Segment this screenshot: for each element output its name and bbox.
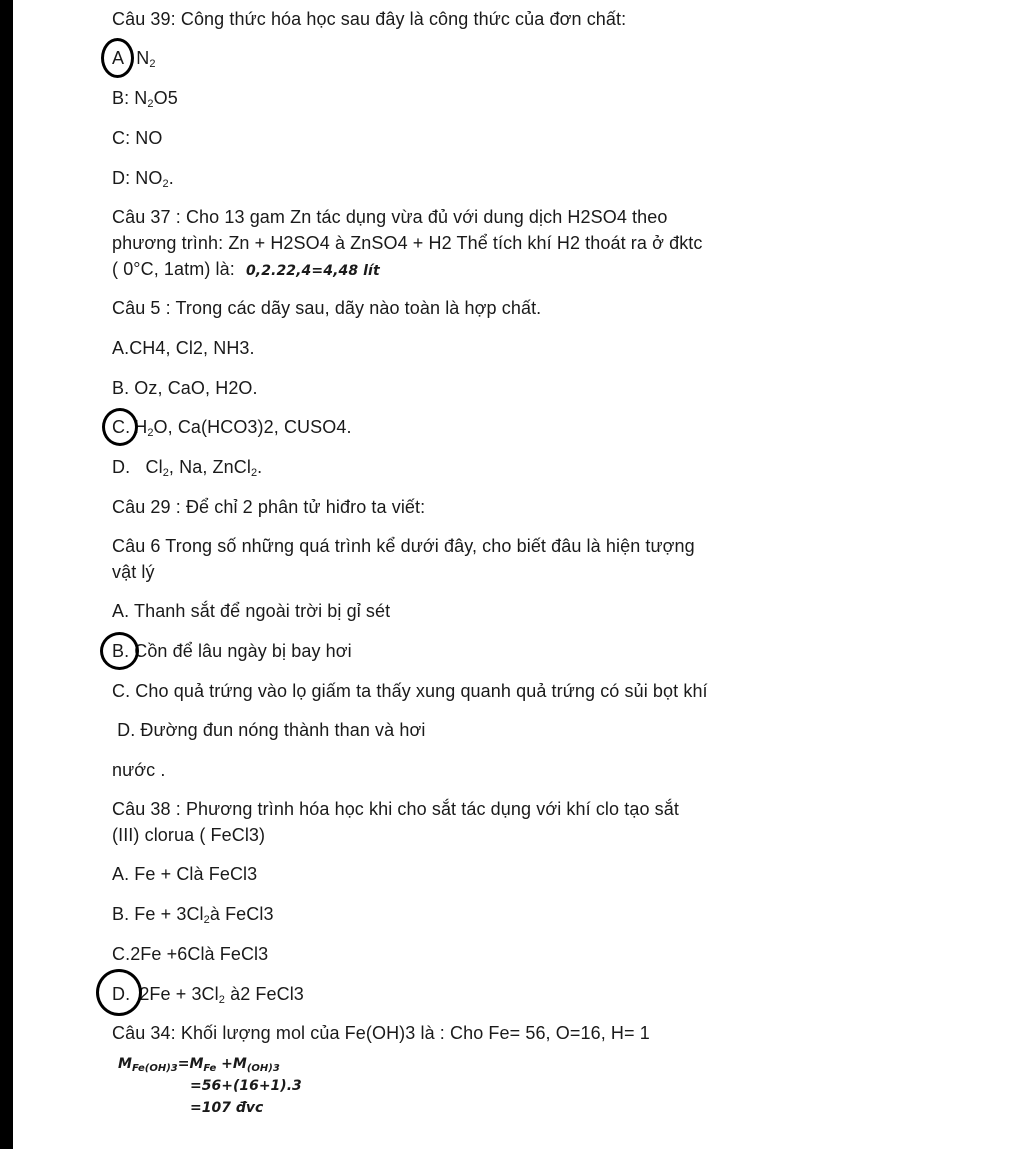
answer-circle-q5 bbox=[102, 408, 138, 446]
q34-work-line1 bbox=[118, 1056, 280, 1072]
answer-circle-q6 bbox=[100, 632, 139, 670]
q29-title: Câu 29 : Để chỉ 2 phân tử hiđro ta viết: bbox=[112, 497, 426, 517]
q39-option-d bbox=[112, 165, 174, 191]
q34-title: Câu 34: Khối lượng mol của Fe(OH)3 là : Cho Fe= 56, O=16, H= 1 bbox=[112, 1023, 650, 1043]
q6-option-b-text: Cồn để lâu ngày bị bay hơi bbox=[134, 641, 352, 661]
q5-option-d bbox=[112, 454, 262, 480]
q38-option-c: C.2Fe +6Clà FeCl3 bbox=[112, 944, 269, 964]
q37-line2: phương trình: Zn + H2SO4 à ZnSO4 + H2 Thể tích khí H2 thoát ra ở đktc bbox=[112, 233, 703, 253]
q39-option-b-text: B: N bbox=[112, 88, 148, 108]
q5-option-c-sub: 2 bbox=[147, 427, 154, 439]
q5-title: Câu 5 : Trong các dãy sau, dãy nào toàn là hợp chất. bbox=[112, 298, 542, 318]
q5-option-c-label: C. bbox=[112, 417, 131, 437]
q5-option-d-tail: . bbox=[257, 457, 263, 477]
q5-option-c-tail: O, Ca(HCO3)2, CUSO4. bbox=[153, 417, 352, 437]
q37-answer: 0,2.22,4=4,48 lít bbox=[245, 263, 380, 279]
q38-option-b-sub: 2 bbox=[203, 914, 210, 926]
q34-work-line3: =107 đvc bbox=[190, 1100, 264, 1116]
q37-line3-text: ( 0°C, 1atm) là: bbox=[112, 259, 235, 279]
q37-line3 bbox=[112, 256, 380, 284]
q6-option-c: C. Cho quả trứng vào lọ giấm ta thấy xung quanh quả trứng có sủi bọt khí bbox=[112, 681, 708, 701]
q39-option-d-sub: 2 bbox=[162, 178, 169, 190]
q34-work-line2: =56+(16+1).3 bbox=[190, 1078, 302, 1094]
left-border-bar bbox=[0, 0, 13, 1149]
q34-work-sub1: Fe(OH)3 bbox=[131, 1063, 178, 1074]
answer-circle-q39 bbox=[101, 38, 134, 78]
q6-line2: vật lý bbox=[112, 562, 155, 582]
q5-option-c-h: H bbox=[134, 417, 148, 437]
q6-option-d: D. Đường đun nóng thành than và hơi bbox=[112, 720, 426, 740]
q38-option-d-sub: 2 bbox=[218, 994, 225, 1006]
q5-option-d-sub2: 2 bbox=[250, 467, 258, 479]
q39-option-a-sub: 2 bbox=[149, 58, 156, 70]
q38-line1: Câu 38 : Phương trình hóa học khi cho sắt tác dụng với khí clo tạo sắt bbox=[112, 799, 679, 819]
q5-option-a: A.CH4, Cl2, NH3. bbox=[112, 338, 255, 358]
q5-option-d-pre: D. Cl bbox=[112, 457, 163, 477]
q39-option-a-label: A bbox=[112, 48, 124, 68]
q39-option-b bbox=[112, 85, 178, 111]
q38-option-d-tail: à2 FeCl3 bbox=[224, 984, 304, 1004]
q39-option-a-formula: N bbox=[136, 48, 150, 68]
q39-option-b-sub: 2 bbox=[147, 98, 154, 110]
q6-option-b-label: B. bbox=[112, 641, 130, 661]
q38-option-d-label: D. bbox=[112, 984, 131, 1004]
q5-option-b: B. Oz, CaO, H2O. bbox=[112, 378, 258, 398]
q39-option-d-text: D: NO bbox=[112, 168, 163, 188]
q39-option-d-tail: . bbox=[168, 168, 174, 188]
q5-option-d-sub1: 2 bbox=[162, 467, 169, 479]
q6-option-d-continued: nước . bbox=[112, 760, 166, 780]
q34-work-sub2: Fe bbox=[203, 1063, 217, 1074]
q34-work-m: M bbox=[118, 1056, 132, 1072]
q39-option-b-tail: O5 bbox=[153, 88, 178, 108]
q5-option-c bbox=[112, 414, 352, 440]
q38-option-a: A. Fe + Clà FeCl3 bbox=[112, 864, 258, 884]
q39-title: Câu 39: Công thức hóa học sau đây là công thức của đơn chất: bbox=[112, 9, 627, 29]
q34-work-sub3: (OH)3 bbox=[246, 1063, 280, 1074]
q37-line1: Câu 37 : Cho 13 gam Zn tác dụng vừa đủ với dung dịch H2SO4 theo bbox=[112, 207, 668, 227]
q6-line1: Câu 6 Trong số những quá trình kể dưới đây, cho biết đâu là hiện tượng bbox=[112, 536, 695, 556]
q39-option-c: C: NO bbox=[112, 128, 163, 148]
q6-option-b bbox=[112, 638, 352, 664]
q38-option-b bbox=[112, 901, 274, 927]
q6-option-a: A. Thanh sắt để ngoài trời bị gỉ sét bbox=[112, 601, 391, 621]
q38-option-b-tail: à FeCl3 bbox=[209, 904, 274, 924]
q38-line2: (III) clorua ( FeCl3) bbox=[112, 825, 266, 845]
q34-work-eq: =M bbox=[177, 1056, 204, 1072]
q5-option-d-mid: , Na, ZnCl bbox=[168, 457, 251, 477]
q34-work-plus: +M bbox=[216, 1056, 247, 1072]
q38-option-b-pre: B. Fe + 3Cl bbox=[112, 904, 204, 924]
answer-circle-q38 bbox=[96, 969, 142, 1016]
q38-option-d-pre: 2Fe + 3Cl bbox=[139, 984, 219, 1004]
